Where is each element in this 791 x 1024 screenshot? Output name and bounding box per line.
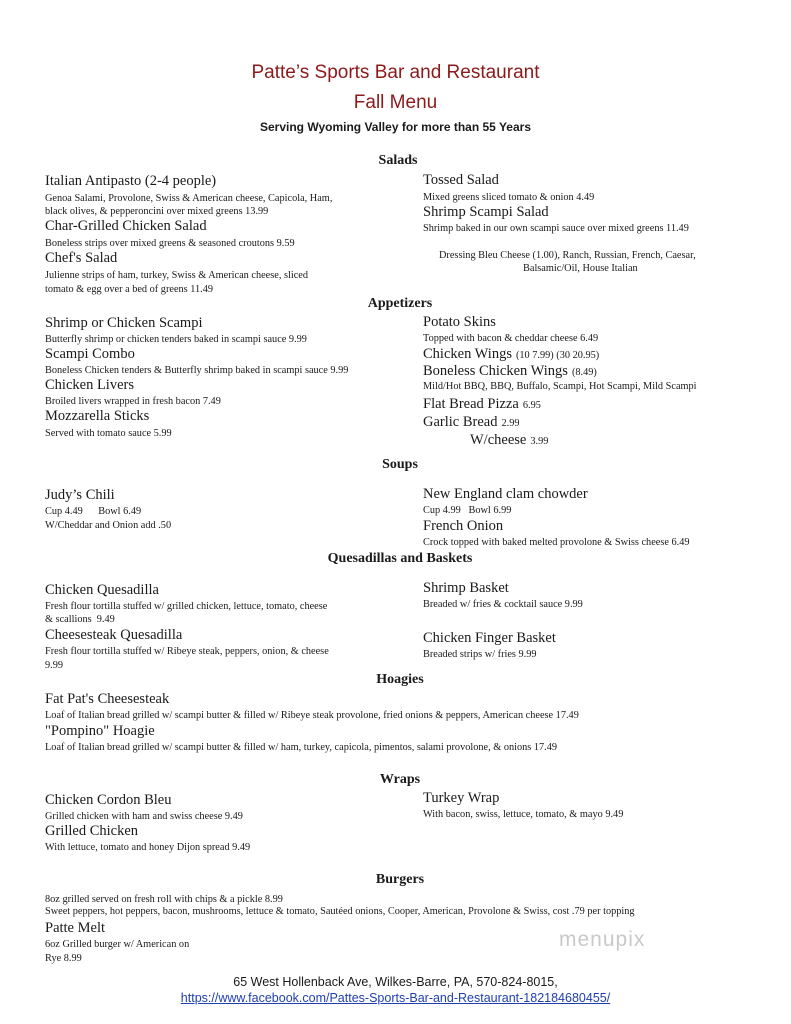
item-price: 3.99 (530, 436, 549, 447)
section-quesadillas-baskets: Quesadillas and Baskets (327, 551, 473, 566)
item-shrimp-scampi-salad: Shrimp Scampi Salad (423, 204, 549, 220)
wing-sauces: Mild/Hot BBQ, BBQ, Buffalo, Scampi, Hot Scampi, Mild Scampi (423, 381, 697, 392)
item-desc: Breaded w/ fries & cocktail sauce 9.99 (423, 599, 583, 610)
item-desc: Boneless strips over mixed greens & seasoned croutons 9.59 (45, 238, 295, 249)
item-shrimp-chicken-scampi: Shrimp or Chicken Scampi (45, 315, 203, 331)
item-french-onion: French Onion (423, 518, 504, 534)
item-chefs-salad: Chef's Salad (45, 250, 118, 266)
section-soups: Soups (382, 457, 418, 472)
item-tossed-salad: Tossed Salad (423, 172, 499, 188)
item-grilled-chicken: Grilled Chicken (45, 823, 139, 839)
item-desc: Broiled livers wrapped in fresh bacon 7.49 (45, 396, 221, 407)
item-desc: Julienne strips of ham, turkey, Swiss & American cheese, sliced (45, 270, 308, 281)
menu-title: Fall Menu (353, 92, 438, 113)
item-chicken-quesadilla: Chicken Quesadilla (45, 582, 159, 598)
footer-address: 65 West Hollenback Ave, Wilkes-Barre, PA, 570-824-8015, (233, 975, 558, 989)
burger-desc: 8oz grilled served on fresh roll with chips & a pickle 8.99 (45, 894, 283, 905)
item-chicken-cordon-bleu: Chicken Cordon Bleu (45, 792, 172, 808)
item-pompino-hoagie: "Pompino" Hoagie (45, 723, 155, 739)
item-fat-pats-cheesesteak: Fat Pat's Cheesesteak (45, 691, 170, 707)
item-desc: Rye 8.99 (45, 953, 82, 964)
item-price: (8.49) (571, 367, 597, 378)
dressing-options: Balsamic/Oil, House Italian (523, 263, 638, 274)
section-salads: Salads (378, 153, 418, 168)
section-wraps: Wraps (379, 772, 421, 787)
item-desc: Loaf of Italian bread grilled w/ scampi butter & filled w/ ham, turkey, capicola, pimentos, salami provolone, & onions 17.49 (45, 742, 558, 753)
item-boneless-wings (423, 362, 597, 380)
item-desc: Cup 4.49 Bowl 6.49 (45, 506, 142, 517)
item-desc: Genoa Salami, Provolone, Swiss & American cheese, Capicola, Ham, (45, 193, 333, 204)
item-desc: Fresh flour tortilla stuffed w/ Ribeye steak, peppers, onion, & cheese (45, 646, 329, 657)
item-name: Garlic Bread (423, 414, 498, 430)
item-name: Chicken Wings (423, 346, 512, 362)
item-desc: 6oz Grilled burger w/ American on (45, 939, 190, 950)
item-desc: Cup 4.99 Bowl 6.99 (423, 505, 512, 516)
facebook-link[interactable]: https://www.facebook.com/Pattes-Sports-Bar-and-Restaurant-182184680455/ (180, 991, 611, 1005)
item-desc: Boneless Chicken tenders & Butterfly shrimp baked in scampi sauce 9.99 (45, 365, 349, 376)
item-desc: & scallions 9.49 (45, 614, 115, 625)
item-desc: Crock topped with baked melted provolone & Swiss cheese 6.49 (423, 537, 690, 548)
item-potato-skins: Potato Skins (423, 314, 496, 330)
item-desc: 9.99 (45, 660, 64, 671)
item-desc: black olives, & pepperoncini over mixed greens 13.99 (45, 206, 269, 217)
item-price: 2.99 (501, 418, 520, 429)
item-chicken-finger-basket: Chicken Finger Basket (423, 630, 556, 646)
item-desc: Served with tomato sauce 5.99 (45, 428, 172, 439)
item-patte-melt: Patte Melt (45, 920, 106, 936)
item-char-grilled-salad: Char-Grilled Chicken Salad (45, 218, 207, 234)
item-scampi-combo: Scampi Combo (45, 346, 135, 362)
section-hoagies: Hoagies (376, 672, 424, 687)
item-name: Flat Bread Pizza (423, 396, 519, 412)
item-chicken-wings (423, 345, 599, 363)
item-desc: Shrimp baked in our own scampi sauce over mixed greens 11.49 (423, 223, 689, 234)
item-clam-chowder: New England clam chowder (423, 486, 588, 502)
item-desc: Grilled chicken with ham and swiss cheese 9.49 (45, 811, 243, 822)
dressing-options: Dressing Bleu Cheese (1.00), Ranch, Russian, French, Caesar, (439, 250, 696, 261)
item-desc: Breaded strips w/ fries 9.99 (423, 649, 537, 660)
item-desc: Loaf of Italian bread grilled w/ scampi butter & filled w/ Ribeye steak provolone, fried onions & peppers, American cheese 17.49 (45, 710, 579, 721)
item-price: 6.95 (522, 400, 541, 411)
item-mozzarella-sticks: Mozzarella Sticks (45, 408, 150, 424)
item-desc: Mixed greens sliced tomato & onion 4.49 (423, 192, 595, 203)
item-chicken-livers: Chicken Livers (45, 377, 134, 393)
item-flat-bread-pizza (423, 395, 541, 413)
item-garlic-bread (423, 413, 520, 431)
item-desc: Fresh flour tortilla stuffed w/ grilled chicken, lettuce, tomato, cheese (45, 601, 328, 612)
item-turkey-wrap: Turkey Wrap (423, 790, 500, 806)
item-desc: tomato & egg over a bed of greens 11.49 (45, 284, 214, 295)
item-desc: With bacon, swiss, lettuce, tomato, & mayo 9.49 (423, 809, 624, 820)
burger-toppings: Sweet peppers, hot peppers, bacon, mushrooms, lettuce & tomato, Sautéed onions, Cooper, American, Provolone & Swiss, cost .79 per topping (45, 906, 635, 917)
menupix-watermark: menupix (559, 928, 646, 951)
item-name: W/cheese (470, 432, 527, 448)
item-shrimp-basket: Shrimp Basket (423, 580, 509, 596)
item-cheesesteak-quesadilla: Cheesesteak Quesadilla (45, 627, 183, 643)
item-judys-chili: Judy’s Chili (45, 487, 115, 503)
section-burgers: Burgers (375, 872, 425, 887)
item-garlic-bread-cheese (470, 431, 548, 449)
item-desc: Butterfly shrimp or chicken tenders baked in scampi sauce 9.99 (45, 334, 307, 345)
item-italian-antipasto: Italian Antipasto (2-4 people) (45, 173, 217, 189)
item-desc: W/Cheddar and Onion add .50 (45, 520, 172, 531)
item-name: Boneless Chicken Wings (423, 363, 568, 379)
item-desc: With lettuce, tomato and honey Dijon spread 9.49 (45, 842, 251, 853)
item-desc: Topped with bacon & cheddar cheese 6.49 (423, 333, 599, 344)
section-appetizers: Appetizers (367, 296, 433, 311)
tagline: Serving Wyoming Valley for more than 55 Years (260, 120, 531, 134)
item-price: (10 7.99) (30 20.95) (515, 350, 600, 361)
restaurant-name: Patte’s Sports Bar and Restaurant (251, 62, 540, 83)
